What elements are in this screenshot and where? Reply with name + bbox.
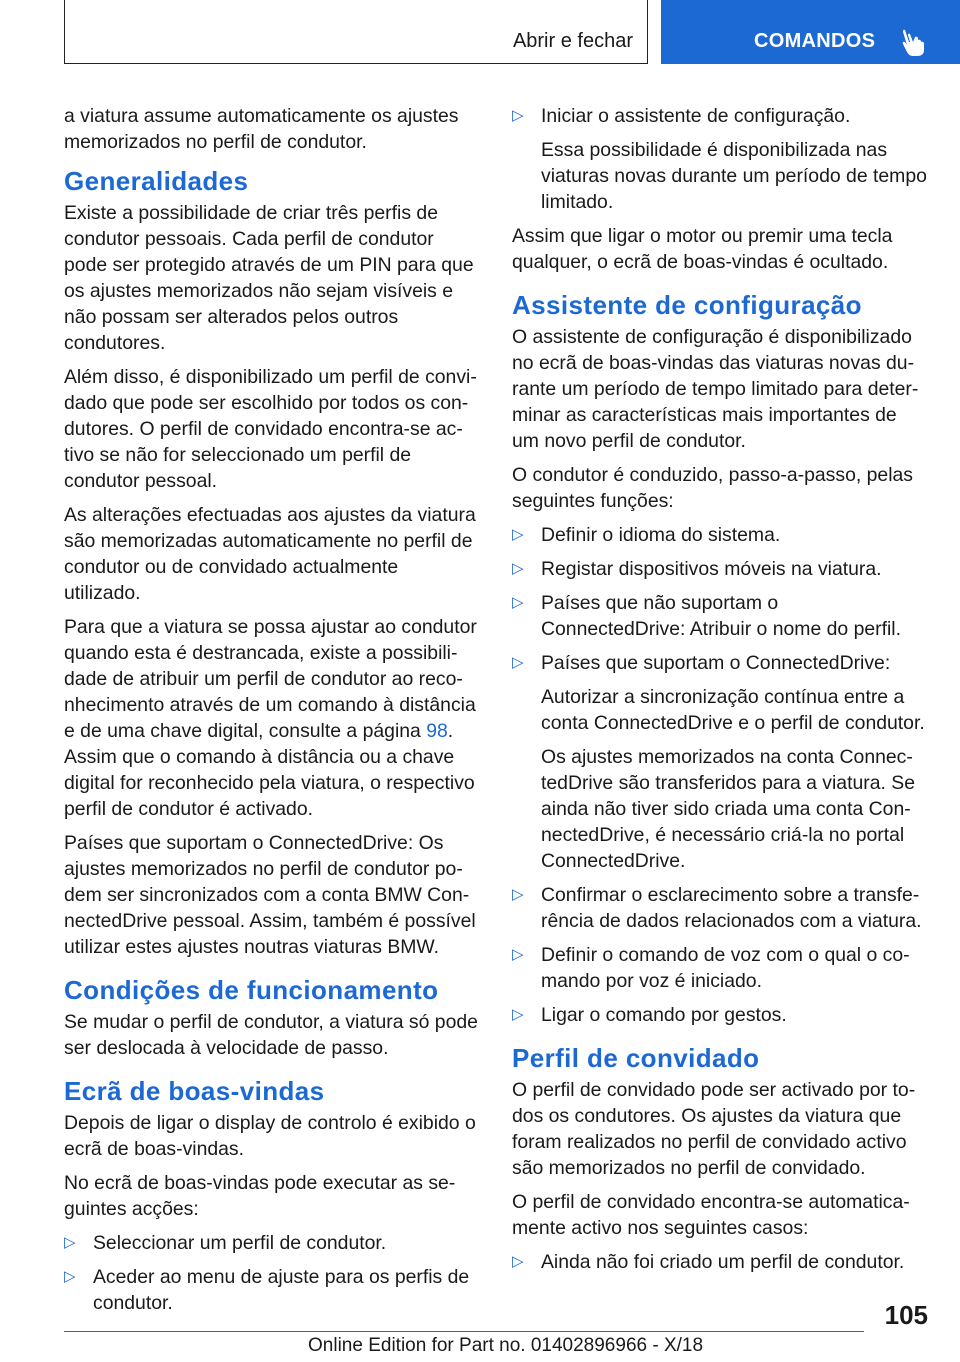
paragraph: O perfil de convidado encontra-se automaticamente activo nos seguintes casos: bbox=[512, 1191, 910, 1239]
hand-pointer-icon bbox=[899, 26, 929, 58]
header-chapter-title: COMANDOS bbox=[754, 30, 876, 52]
list-item-text: Seleccionar um perfil de condutor. bbox=[93, 1232, 387, 1254]
paragraph: Assim que ligar o motor ou premir uma tecla qualquer, o ecrã de boas-vindas é ocultado. bbox=[512, 225, 893, 273]
page-number: 105 bbox=[884, 1300, 928, 1330]
paragraph: Além disso, é disponibilizado um perfil de convidado que pode ser escolhido por todos os condutores. O perfil de convidado encontra-se activo se não for seleccionado um perfil de condutor pessoal. bbox=[64, 366, 477, 492]
paragraph: a viatura assume automaticamente os ajustes memorizados no perfil de condutor. bbox=[64, 105, 459, 153]
triangle-right-outline-icon: ▷ bbox=[512, 654, 524, 671]
triangle-right-outline-icon: ▷ bbox=[512, 560, 524, 577]
paragraph: Existe a possibilidade de criar três perfis de condutor pessoais. Cada perfil de condutor pode ser protegido através de um PIN para que os ajustes memorizados não sejam visíveis e não possam ser alterados pelos outros condutores. bbox=[64, 202, 474, 354]
paragraph-text: . Assim que o comando à distância ou a chave digital for reconhecido pela viatura, o respectivo perfil de condutor é activado. bbox=[64, 720, 475, 820]
list-item-text: Definir o comando de voz com o qual o comando por voz é iniciado. bbox=[541, 944, 910, 992]
triangle-right-outline-icon: ▷ bbox=[512, 107, 524, 124]
list-item-subtext: Essa possibilidade é disponibilizada nas viaturas novas durante um período de tempo limitado. bbox=[541, 139, 927, 213]
list-item-text: Confirmar o esclarecimento sobre a transferência de dados relacionados com a viatura. bbox=[541, 884, 922, 932]
list-item bbox=[64, 1264, 479, 1316]
right-column bbox=[512, 103, 927, 1283]
list-item-text: Iniciar o assistente de configuração. bbox=[541, 105, 851, 127]
paragraph: O perfil de convidado pode ser activado por todos os condutores. Os ajustes da viatura que foram realizados no perfil de convidado activo são memorizados no perfil de convidado. bbox=[512, 1079, 916, 1179]
paragraph: No ecrã de boas-vindas pode executar as seguintes acções: bbox=[64, 1172, 456, 1220]
list-item-text: Países que suportam o ConnectedDrive: bbox=[541, 652, 891, 674]
page-reference-link[interactable]: 98 bbox=[426, 720, 448, 742]
list-item-text: Aceder ao menu de ajuste para os perfis de condutor. bbox=[93, 1266, 470, 1314]
heading-condicoes: Condições de funcionamento bbox=[64, 975, 439, 1005]
list-item-text: Registar dispositivos móveis na viatura. bbox=[541, 558, 882, 580]
paragraph: Se mudar o perfil de condutor, a viatura só pode ser deslocada à velocidade de passo. bbox=[64, 1011, 478, 1059]
list-item bbox=[512, 556, 927, 582]
list-item-text: Países que não suportam o ConnectedDrive: Atribuir o nome do perfil. bbox=[541, 592, 901, 640]
paragraph: As alterações efectuadas aos ajustes da viatura são memorizadas automaticamente no perfil de condutor ou de convidado actualmente utilizado. bbox=[64, 504, 476, 604]
triangle-right-outline-icon: ▷ bbox=[512, 1253, 524, 1270]
list-item-text: Ainda não foi criado um perfil de condutor. bbox=[541, 1251, 905, 1273]
list-item-text: Ligar o comando por gestos. bbox=[541, 1004, 787, 1026]
paragraph: Países que suportam o ConnectedDrive: Os ajustes memorizados no perfil de condutor podem ser sincronizados com a conta BMW ConnectedDrive pessoal. Assim, também é possível utilizar estes ajustes noutras viaturas BMW. bbox=[64, 832, 476, 958]
list-item bbox=[512, 650, 927, 874]
triangle-right-outline-icon: ▷ bbox=[512, 946, 524, 963]
list-item bbox=[512, 942, 927, 994]
triangle-right-outline-icon: ▷ bbox=[512, 594, 524, 611]
list-item bbox=[512, 522, 927, 548]
footer-edition: Online Edition for Part no. 01402896966 - X/18 bbox=[308, 1335, 704, 1356]
heading-assistente: Assistente de configuração bbox=[512, 290, 862, 320]
list-item bbox=[512, 103, 927, 215]
paragraph: O condutor é conduzido, passo-a-passo, pelas seguintes funções: bbox=[512, 464, 913, 512]
header-section-box bbox=[64, 0, 648, 64]
heading-perfil-convidado: Perfil de convidado bbox=[512, 1043, 760, 1073]
list-item bbox=[512, 1249, 927, 1275]
list-item-subtext: Autorizar a sincronização contínua entre a conta ConnectedDrive e o perfil de condutor. bbox=[541, 686, 925, 734]
left-column bbox=[64, 103, 479, 1324]
paragraph-text: Para que a viatura se possa ajustar ao condutor quando esta é destrancada, existe a possibilidade de atribuir um perfil de condutor ao reconhecimento através de um comando à distância e de uma chave digital, consulte a página bbox=[64, 616, 477, 742]
list-item-text: Definir o idioma do sistema. bbox=[541, 524, 781, 546]
list-item bbox=[512, 882, 927, 934]
paragraph: Depois de ligar o display de controlo é exibido o ecrã de boas-vindas. bbox=[64, 1112, 476, 1160]
header-chapter-tab bbox=[661, 0, 960, 64]
paragraph bbox=[64, 614, 479, 822]
list-item bbox=[64, 1230, 479, 1256]
heading-generalidades: Generalidades bbox=[64, 166, 249, 196]
list-item bbox=[512, 1002, 927, 1028]
triangle-right-outline-icon: ▷ bbox=[512, 526, 524, 543]
footer-divider bbox=[64, 1331, 864, 1332]
list-item bbox=[512, 590, 927, 642]
triangle-right-outline-icon: ▷ bbox=[64, 1268, 76, 1285]
header-section-title: Abrir e fechar bbox=[512, 30, 633, 52]
triangle-right-outline-icon: ▷ bbox=[512, 1006, 524, 1023]
triangle-right-outline-icon: ▷ bbox=[512, 886, 524, 903]
heading-ecra-boas-vindas: Ecrã de boas-vindas bbox=[64, 1076, 325, 1106]
paragraph: O assistente de configuração é disponibilizado no ecrã de boas-vindas das viaturas novas durante um período de tempo limitado para determinar as características mais importantes de um novo perfil de condutor. bbox=[512, 326, 919, 452]
list-item-subtext: Os ajustes memorizados na conta ConnectedDrive são transferidos para a viatura. Se ainda não tiver sido criada uma conta ConnectedDrive, é necessário criá-la no portal ConnectedDrive. bbox=[541, 746, 915, 872]
triangle-right-outline-icon: ▷ bbox=[64, 1234, 76, 1251]
